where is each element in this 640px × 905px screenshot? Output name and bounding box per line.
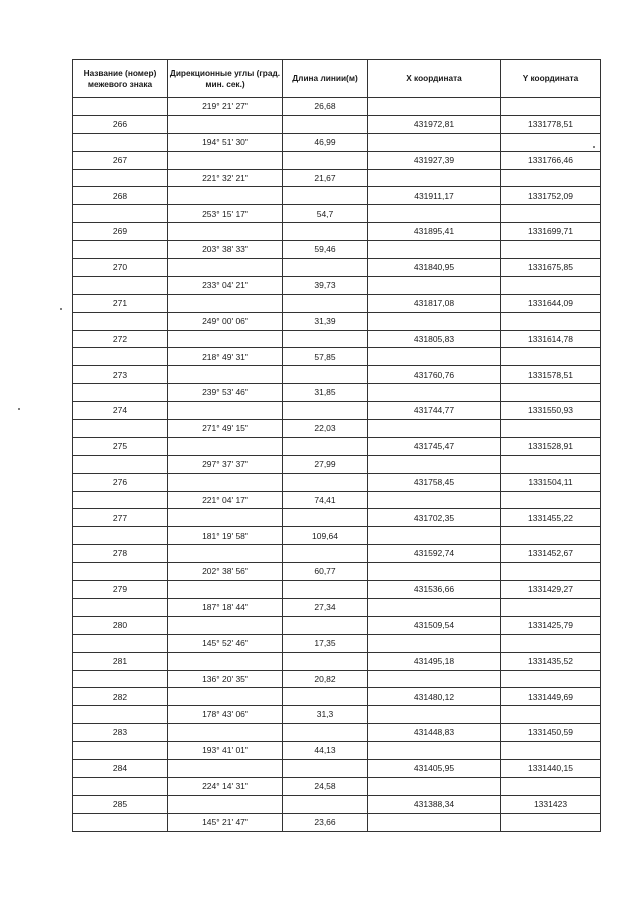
point-name-cell: 267 (73, 151, 168, 169)
bearing-cell: 187° 18' 44" (168, 598, 283, 616)
empty-cell (283, 795, 368, 813)
point-row (73, 724, 601, 742)
empty-cell (168, 688, 283, 706)
empty-cell (73, 312, 168, 330)
y-coordinate-cell: 1331699,71 (501, 223, 601, 241)
y-coordinate-cell: 1331440,15 (501, 759, 601, 777)
segment-row (73, 133, 601, 151)
y-coordinate-cell: 1331429,27 (501, 581, 601, 599)
empty-cell (501, 98, 601, 116)
bearing-cell: 203° 38' 33" (168, 241, 283, 259)
point-name-cell: 274 (73, 402, 168, 420)
x-coordinate-cell: 431972,81 (368, 115, 501, 133)
length-cell: 31,39 (283, 312, 368, 330)
bearing-cell: 194° 51' 30" (168, 133, 283, 151)
empty-cell (73, 348, 168, 366)
y-coordinate-cell: 1331766,46 (501, 151, 601, 169)
segment-row (73, 563, 601, 581)
y-coordinate-cell: 1331504,11 (501, 473, 601, 491)
empty-cell (168, 616, 283, 634)
empty-cell (283, 473, 368, 491)
empty-cell (368, 133, 501, 151)
empty-cell (368, 420, 501, 438)
point-name-cell: 275 (73, 437, 168, 455)
empty-cell (283, 294, 368, 312)
point-row (73, 115, 601, 133)
x-coordinate-cell: 431911,17 (368, 187, 501, 205)
empty-cell (368, 348, 501, 366)
y-coordinate-cell: 1331423 (501, 795, 601, 813)
y-coordinate-cell: 1331752,09 (501, 187, 601, 205)
point-row (73, 151, 601, 169)
empty-cell (501, 670, 601, 688)
empty-cell (168, 330, 283, 348)
bearing-cell: 221° 04' 17" (168, 491, 283, 509)
point-name-cell: 272 (73, 330, 168, 348)
empty-cell (501, 634, 601, 652)
boundary-points-table (72, 59, 601, 832)
point-name-cell: 285 (73, 795, 168, 813)
point-row (73, 581, 601, 599)
empty-cell (368, 98, 501, 116)
segment-row (73, 634, 601, 652)
segment-row (73, 276, 601, 294)
y-coordinate-cell: 1331675,85 (501, 259, 601, 277)
empty-cell (368, 813, 501, 831)
empty-cell (73, 670, 168, 688)
empty-cell (73, 98, 168, 116)
bearing-cell: 136° 20' 35" (168, 670, 283, 688)
empty-cell (283, 259, 368, 277)
length-cell: 46,99 (283, 133, 368, 151)
length-cell: 24,58 (283, 777, 368, 795)
empty-cell (283, 581, 368, 599)
point-name-cell: 270 (73, 259, 168, 277)
bearing-cell: 218° 49' 31" (168, 348, 283, 366)
point-row (73, 509, 601, 527)
empty-cell (501, 813, 601, 831)
segment-row (73, 205, 601, 223)
empty-cell (168, 473, 283, 491)
empty-cell (501, 598, 601, 616)
segment-row (73, 98, 601, 116)
empty-cell (501, 563, 601, 581)
empty-cell (168, 294, 283, 312)
bearing-cell: 224° 14' 31" (168, 777, 283, 795)
empty-cell (501, 777, 601, 795)
point-row (73, 187, 601, 205)
point-row (73, 437, 601, 455)
length-cell: 26,68 (283, 98, 368, 116)
point-row (73, 616, 601, 634)
x-coordinate-cell: 431817,08 (368, 294, 501, 312)
empty-cell (168, 652, 283, 670)
point-name-cell: 269 (73, 223, 168, 241)
x-coordinate-cell: 431895,41 (368, 223, 501, 241)
segment-row (73, 169, 601, 187)
point-row (73, 223, 601, 241)
bearing-cell: 233° 04' 21" (168, 276, 283, 294)
empty-cell (283, 724, 368, 742)
empty-cell (501, 455, 601, 473)
y-coordinate-cell: 1331578,51 (501, 366, 601, 384)
empty-cell (368, 312, 501, 330)
length-cell: 74,41 (283, 491, 368, 509)
empty-cell (73, 420, 168, 438)
empty-cell (73, 634, 168, 652)
empty-cell (283, 115, 368, 133)
empty-cell (168, 115, 283, 133)
bearing-cell: 193° 41' 01" (168, 742, 283, 760)
length-cell: 21,67 (283, 169, 368, 187)
empty-cell (73, 384, 168, 402)
empty-cell (368, 527, 501, 545)
x-coordinate-cell: 431758,45 (368, 473, 501, 491)
empty-cell (283, 616, 368, 634)
bearing-cell: 202° 38' 56" (168, 563, 283, 581)
empty-cell (368, 276, 501, 294)
empty-cell (73, 205, 168, 223)
empty-cell (168, 259, 283, 277)
empty-cell (283, 402, 368, 420)
point-row (73, 294, 601, 312)
empty-cell (73, 777, 168, 795)
bearing-cell: 145° 21' 47" (168, 813, 283, 831)
empty-cell (368, 742, 501, 760)
bearing-cell: 145° 52' 46" (168, 634, 283, 652)
empty-cell (501, 706, 601, 724)
empty-cell (501, 742, 601, 760)
empty-cell (168, 223, 283, 241)
empty-cell (283, 330, 368, 348)
empty-cell (168, 366, 283, 384)
length-cell: 31,3 (283, 706, 368, 724)
segment-row (73, 706, 601, 724)
point-name-cell: 283 (73, 724, 168, 742)
y-coordinate-cell: 1331425,79 (501, 616, 601, 634)
segment-row (73, 670, 601, 688)
empty-cell (368, 169, 501, 187)
empty-cell (283, 652, 368, 670)
point-row (73, 259, 601, 277)
empty-cell (168, 581, 283, 599)
y-coordinate-cell: 1331435,52 (501, 652, 601, 670)
scan-speck (60, 308, 62, 310)
empty-cell (73, 813, 168, 831)
empty-cell (283, 223, 368, 241)
empty-cell (73, 598, 168, 616)
empty-cell (501, 420, 601, 438)
empty-cell (501, 205, 601, 223)
segment-row (73, 742, 601, 760)
empty-cell (73, 169, 168, 187)
empty-cell (368, 777, 501, 795)
point-name-cell: 276 (73, 473, 168, 491)
length-cell: 27,34 (283, 598, 368, 616)
segment-row (73, 598, 601, 616)
y-coordinate-cell: 1331452,67 (501, 545, 601, 563)
scan-speck (18, 408, 20, 410)
point-name-cell: 268 (73, 187, 168, 205)
empty-cell (368, 706, 501, 724)
bearing-cell: 181° 19' 58" (168, 527, 283, 545)
x-coordinate-cell: 431592,74 (368, 545, 501, 563)
segment-row (73, 813, 601, 831)
segment-row (73, 312, 601, 330)
point-name-cell: 273 (73, 366, 168, 384)
x-coordinate-cell: 431495,18 (368, 652, 501, 670)
point-name-cell: 284 (73, 759, 168, 777)
y-coordinate-cell: 1331449,69 (501, 688, 601, 706)
x-coordinate-cell: 431760,76 (368, 366, 501, 384)
empty-cell (501, 384, 601, 402)
length-cell: 54,7 (283, 205, 368, 223)
empty-cell (73, 706, 168, 724)
length-cell: 17,35 (283, 634, 368, 652)
empty-cell (73, 276, 168, 294)
empty-cell (283, 366, 368, 384)
point-name-cell: 280 (73, 616, 168, 634)
empty-cell (368, 491, 501, 509)
empty-cell (73, 491, 168, 509)
length-cell: 109,64 (283, 527, 368, 545)
x-coordinate-cell: 431509,54 (368, 616, 501, 634)
empty-cell (168, 402, 283, 420)
empty-cell (168, 509, 283, 527)
empty-cell (168, 187, 283, 205)
header-x-coordinate: X координата (368, 60, 501, 98)
length-cell: 20,82 (283, 670, 368, 688)
length-cell: 60,77 (283, 563, 368, 581)
point-row (73, 795, 601, 813)
bearing-cell: 221° 32' 21" (168, 169, 283, 187)
empty-cell (501, 348, 601, 366)
empty-cell (501, 312, 601, 330)
header-y-coordinate: Y координата (501, 60, 601, 98)
empty-cell (368, 241, 501, 259)
point-name-cell: 266 (73, 115, 168, 133)
empty-cell (73, 455, 168, 473)
y-coordinate-cell: 1331455,22 (501, 509, 601, 527)
empty-cell (283, 545, 368, 563)
length-cell: 59,46 (283, 241, 368, 259)
y-coordinate-cell: 1331614,78 (501, 330, 601, 348)
empty-cell (368, 384, 501, 402)
bearing-cell: 239° 53' 46" (168, 384, 283, 402)
empty-cell (501, 241, 601, 259)
table-body (73, 98, 601, 832)
empty-cell (501, 276, 601, 294)
empty-cell (368, 205, 501, 223)
empty-cell (73, 563, 168, 581)
point-name-cell: 278 (73, 545, 168, 563)
x-coordinate-cell: 431745,47 (368, 437, 501, 455)
bearing-cell: 297° 37' 37" (168, 455, 283, 473)
empty-cell (283, 688, 368, 706)
length-cell: 44,13 (283, 742, 368, 760)
length-cell: 39,73 (283, 276, 368, 294)
empty-cell (168, 151, 283, 169)
point-row (73, 402, 601, 420)
length-cell: 57,85 (283, 348, 368, 366)
x-coordinate-cell: 431536,66 (368, 581, 501, 599)
segment-row (73, 348, 601, 366)
empty-cell (368, 634, 501, 652)
x-coordinate-cell: 431840,95 (368, 259, 501, 277)
bearing-cell: 219° 21' 27" (168, 98, 283, 116)
length-cell: 31,85 (283, 384, 368, 402)
empty-cell (283, 759, 368, 777)
point-row (73, 759, 601, 777)
y-coordinate-cell: 1331450,59 (501, 724, 601, 742)
point-row (73, 366, 601, 384)
empty-cell (368, 563, 501, 581)
empty-cell (168, 545, 283, 563)
segment-row (73, 420, 601, 438)
bearing-cell: 249° 00' 06" (168, 312, 283, 330)
empty-cell (73, 241, 168, 259)
y-coordinate-cell: 1331550,93 (501, 402, 601, 420)
empty-cell (168, 724, 283, 742)
segment-row (73, 455, 601, 473)
x-coordinate-cell: 431405,95 (368, 759, 501, 777)
segment-row (73, 491, 601, 509)
bearing-cell: 178° 43' 06" (168, 706, 283, 724)
point-name-cell: 271 (73, 294, 168, 312)
length-cell: 22,03 (283, 420, 368, 438)
empty-cell (368, 455, 501, 473)
empty-cell (501, 527, 601, 545)
empty-cell (73, 742, 168, 760)
empty-cell (368, 670, 501, 688)
empty-cell (168, 795, 283, 813)
empty-cell (283, 187, 368, 205)
bearing-cell: 253° 15' 17" (168, 205, 283, 223)
empty-cell (73, 133, 168, 151)
header-length: Длина линии(м) (283, 60, 368, 98)
empty-cell (283, 509, 368, 527)
y-coordinate-cell: 1331528,91 (501, 437, 601, 455)
point-row (73, 688, 601, 706)
length-cell: 23,66 (283, 813, 368, 831)
scan-speck (593, 146, 595, 148)
empty-cell (283, 151, 368, 169)
x-coordinate-cell: 431744,77 (368, 402, 501, 420)
x-coordinate-cell: 431480,12 (368, 688, 501, 706)
empty-cell (501, 169, 601, 187)
x-coordinate-cell: 431388,34 (368, 795, 501, 813)
empty-cell (168, 759, 283, 777)
length-cell: 27,99 (283, 455, 368, 473)
point-row (73, 330, 601, 348)
y-coordinate-cell: 1331644,09 (501, 294, 601, 312)
segment-row (73, 527, 601, 545)
empty-cell (168, 437, 283, 455)
segment-row (73, 241, 601, 259)
bearing-cell: 271° 49' 15" (168, 420, 283, 438)
point-name-cell: 279 (73, 581, 168, 599)
empty-cell (368, 598, 501, 616)
empty-cell (283, 437, 368, 455)
header-row (73, 60, 601, 98)
header-point-name: Название (номер) межевого знака (73, 60, 168, 98)
x-coordinate-cell: 431805,83 (368, 330, 501, 348)
x-coordinate-cell: 431927,39 (368, 151, 501, 169)
point-name-cell: 277 (73, 509, 168, 527)
point-row (73, 545, 601, 563)
header-bearing: Дирекционные углы (град. мин. сек.) (168, 60, 283, 98)
x-coordinate-cell: 431702,35 (368, 509, 501, 527)
segment-row (73, 384, 601, 402)
segment-row (73, 777, 601, 795)
point-row (73, 473, 601, 491)
x-coordinate-cell: 431448,83 (368, 724, 501, 742)
empty-cell (73, 527, 168, 545)
point-row (73, 652, 601, 670)
empty-cell (501, 133, 601, 151)
y-coordinate-cell: 1331778,51 (501, 115, 601, 133)
point-name-cell: 282 (73, 688, 168, 706)
empty-cell (501, 491, 601, 509)
point-name-cell: 281 (73, 652, 168, 670)
